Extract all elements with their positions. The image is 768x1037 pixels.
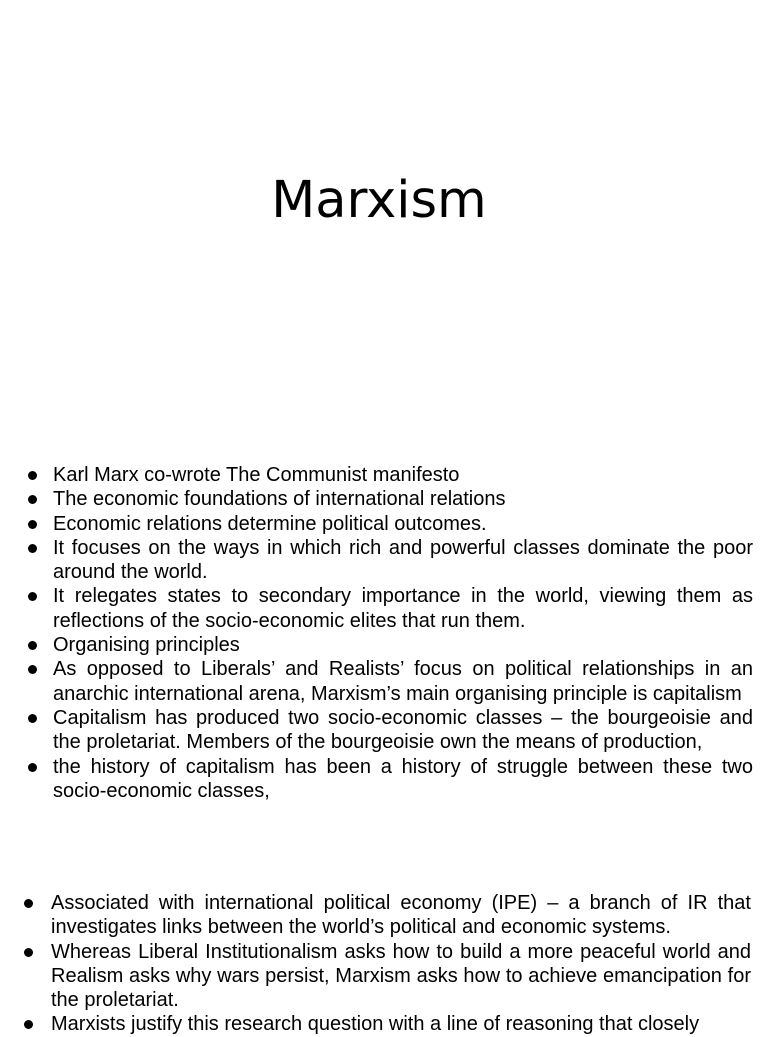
list-item: Organising principles xyxy=(0,633,753,657)
list-item: Capitalism has produced two socio-economic classes – the bourgeoisie and the proletariat. Members of the bourgeoisie own the means of production, xyxy=(0,706,753,755)
list-item: It relegates states to secondary importance in the world, viewing them as reflections of the socio-economic elites that run them. xyxy=(0,584,753,633)
bullet-list-ipe xyxy=(0,891,751,1037)
list-item: It focuses on the ways in which rich and powerful classes dominate the poor around the world. xyxy=(0,536,753,585)
list-item: As opposed to Liberals’ and Realists’ focus on political relationships in an anarchic international arena, Marxism’s main organising principle is capitalism xyxy=(0,657,753,706)
page-title: Marxism xyxy=(271,171,487,230)
list-item: Marxists justify this research question with a line of reasoning that closely xyxy=(0,1012,751,1036)
bullet-list-main xyxy=(0,463,753,803)
list-item: The economic foundations of international relations xyxy=(0,487,753,511)
list-item: the history of capitalism has been a history of struggle between these two socio-economic classes, xyxy=(0,755,753,804)
list-item: Associated with international political economy (IPE) – a branch of IR that investigates links between the world’s political and economic systems. xyxy=(0,891,751,940)
list-item: Economic relations determine political outcomes. xyxy=(0,512,753,536)
list-item: Karl Marx co-wrote The Communist manifesto xyxy=(0,463,753,487)
list-item: Whereas Liberal Institutionalism asks how to build a more peaceful world and Realism asks why wars persist, Marxism asks how to achieve emancipation for the proletariat. xyxy=(0,940,751,1013)
